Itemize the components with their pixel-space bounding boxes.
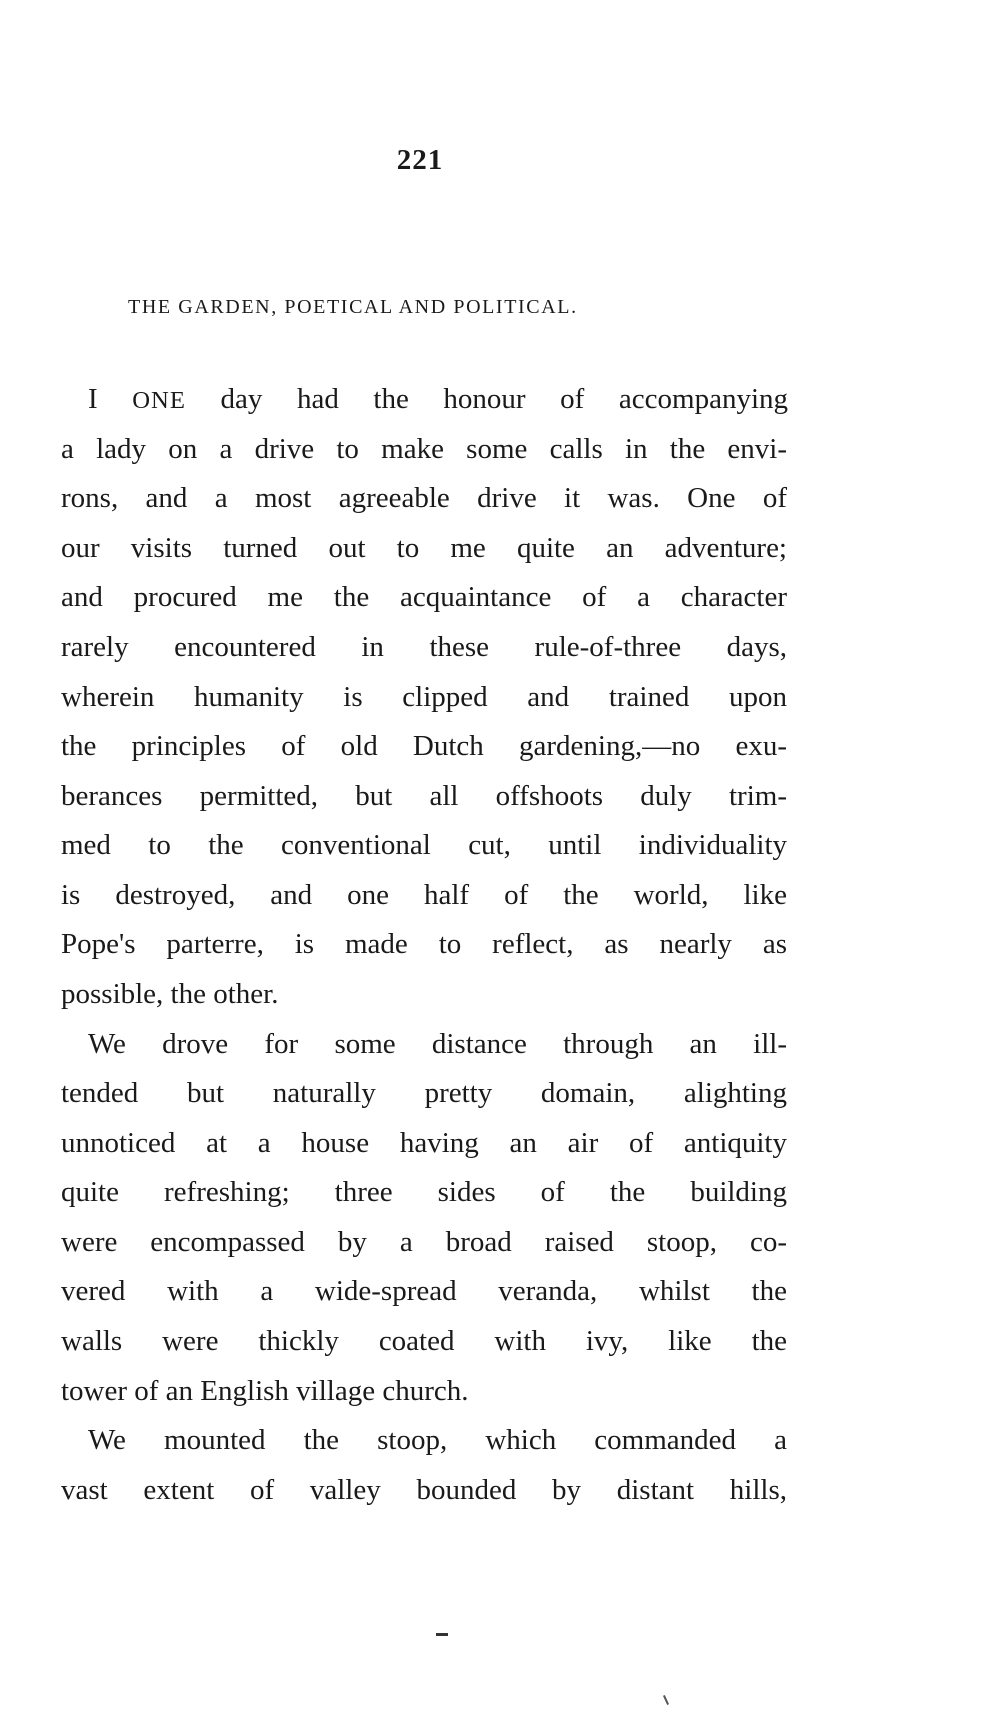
text-line: vast extent of valley bounded by distant hills, [61, 1474, 787, 1506]
text-line: vered with a wide-spread veranda, whilst the [61, 1275, 787, 1307]
text-line: We mounted the stoop, which commanded a [88, 1424, 787, 1456]
text-line: is destroyed, and one half of the world, like [61, 879, 787, 911]
footer-dash-mark [436, 1633, 448, 1636]
stray-ink-mark [663, 1695, 669, 1705]
text-line-rest: day had the honour of accompanying [220, 383, 789, 415]
text-line: wherein humanity is clipped and trained upon [61, 681, 787, 713]
text-line: were encompassed by a broad raised stoop, co- [61, 1226, 787, 1258]
text-line: tower of an English village church. [61, 1375, 469, 1407]
text-line: Pope's parterre, is made to reflect, as nearly as [61, 928, 787, 960]
text-line: quite refreshing; three sides of the building [61, 1176, 787, 1208]
text-line: med to the conventional cut, until individuality [61, 829, 787, 861]
text-line: the principles of old Dutch gardening,—no exu- [61, 730, 787, 762]
text-line: possible, the other. [61, 978, 279, 1010]
initial-letter: I [88, 383, 98, 415]
text-line: our visits turned out to me quite an adventure; [61, 532, 787, 564]
text-line: a lady on a drive to make some calls in the envi- [61, 433, 787, 465]
text-line: berances permitted, but all offshoots duly trim- [61, 780, 787, 812]
text-line: and procured me the acquaintance of a character [61, 581, 787, 613]
smallcaps-word: ONE [132, 387, 186, 414]
text-line: tended but naturally pretty domain, alighting [61, 1077, 787, 1109]
page-number: 221 [396, 144, 444, 176]
text-line: walls were thickly coated with ivy, like the [61, 1325, 787, 1357]
text-line: rarely encountered in these rule-of-three days, [61, 631, 787, 663]
text-line: We drove for some distance through an ill- [88, 1028, 787, 1060]
chapter-title: THE GARDEN, POETICAL AND POLITICAL. [128, 296, 578, 318]
text-line: rons, and a most agreeable drive it was. One of [61, 482, 787, 514]
text-line [88, 382, 788, 418]
text-line: unnoticed at a house having an air of antiquity [61, 1127, 787, 1159]
